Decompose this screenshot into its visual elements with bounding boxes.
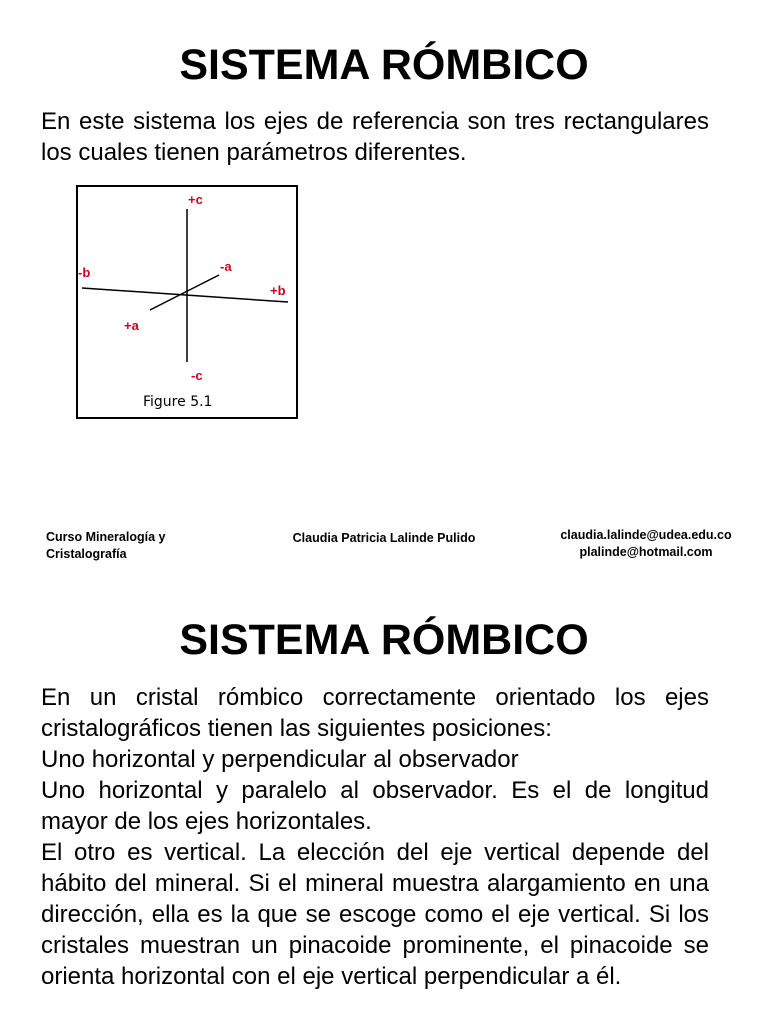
footer-email-2: plalinde@hotmail.com (579, 545, 713, 559)
footer-author (250, 530, 518, 547)
label-minus-c: -c (191, 368, 203, 383)
b-axis-line (82, 288, 288, 302)
slide-2-paragraph-1: En un cristal rómbico correctamente orientado los ejes cristalográficos tienen las siguientes posiciones: (41, 684, 709, 742)
slide-2-title: SISTEMA RÓMBICO (179, 616, 589, 664)
slide-1-title: SISTEMA RÓMBICO (179, 41, 589, 89)
slide-2-paragraph-3: Uno horizontal y paralelo al observador. Es el de longitud mayor de los ejes horizontales. (41, 777, 709, 835)
footer-course-line-2: Cristalografía (46, 547, 127, 561)
slide-2-paragraph-4: El otro es vertical. La elección del eje vertical depende del hábito del mineral. Si el mineral muestra alargamiento en una dirección, ella es la que se escoge como el eje vertical. Si los cristales muestran un pinacoide prominente, el pinacoide se orienta horizontal con el eje vertical perpendicular a él. (41, 839, 709, 990)
axes-diagram (78, 187, 296, 417)
label-minus-b: -b (78, 265, 91, 280)
label-plus-a: +a (124, 318, 139, 333)
a-axis-line (150, 275, 219, 310)
label-plus-c: +c (188, 192, 203, 207)
slide-2 (0, 580, 768, 1024)
footer-author-name: Claudia Patricia Lalinde Pulido (292, 531, 476, 545)
footer-course (46, 529, 236, 563)
footer-contact (536, 527, 756, 561)
slide-1-body-text: En este sistema los ejes de referencia son tres rectangulares los cuales tienen parámetros diferentes. (41, 108, 709, 166)
label-plus-b: +b (270, 283, 286, 298)
footer-email-1: claudia.lalinde@udea.edu.co (560, 528, 732, 542)
label-minus-a: -a (220, 259, 232, 274)
slide-2-body (41, 682, 709, 992)
figure-caption: Figure 5.1 (143, 394, 213, 410)
footer-course-line-1: Curso Mineralogía y (46, 530, 166, 544)
axes-figure (76, 185, 298, 419)
slide-2-paragraph-2: Uno horizontal y perpendicular al observador (41, 746, 519, 773)
